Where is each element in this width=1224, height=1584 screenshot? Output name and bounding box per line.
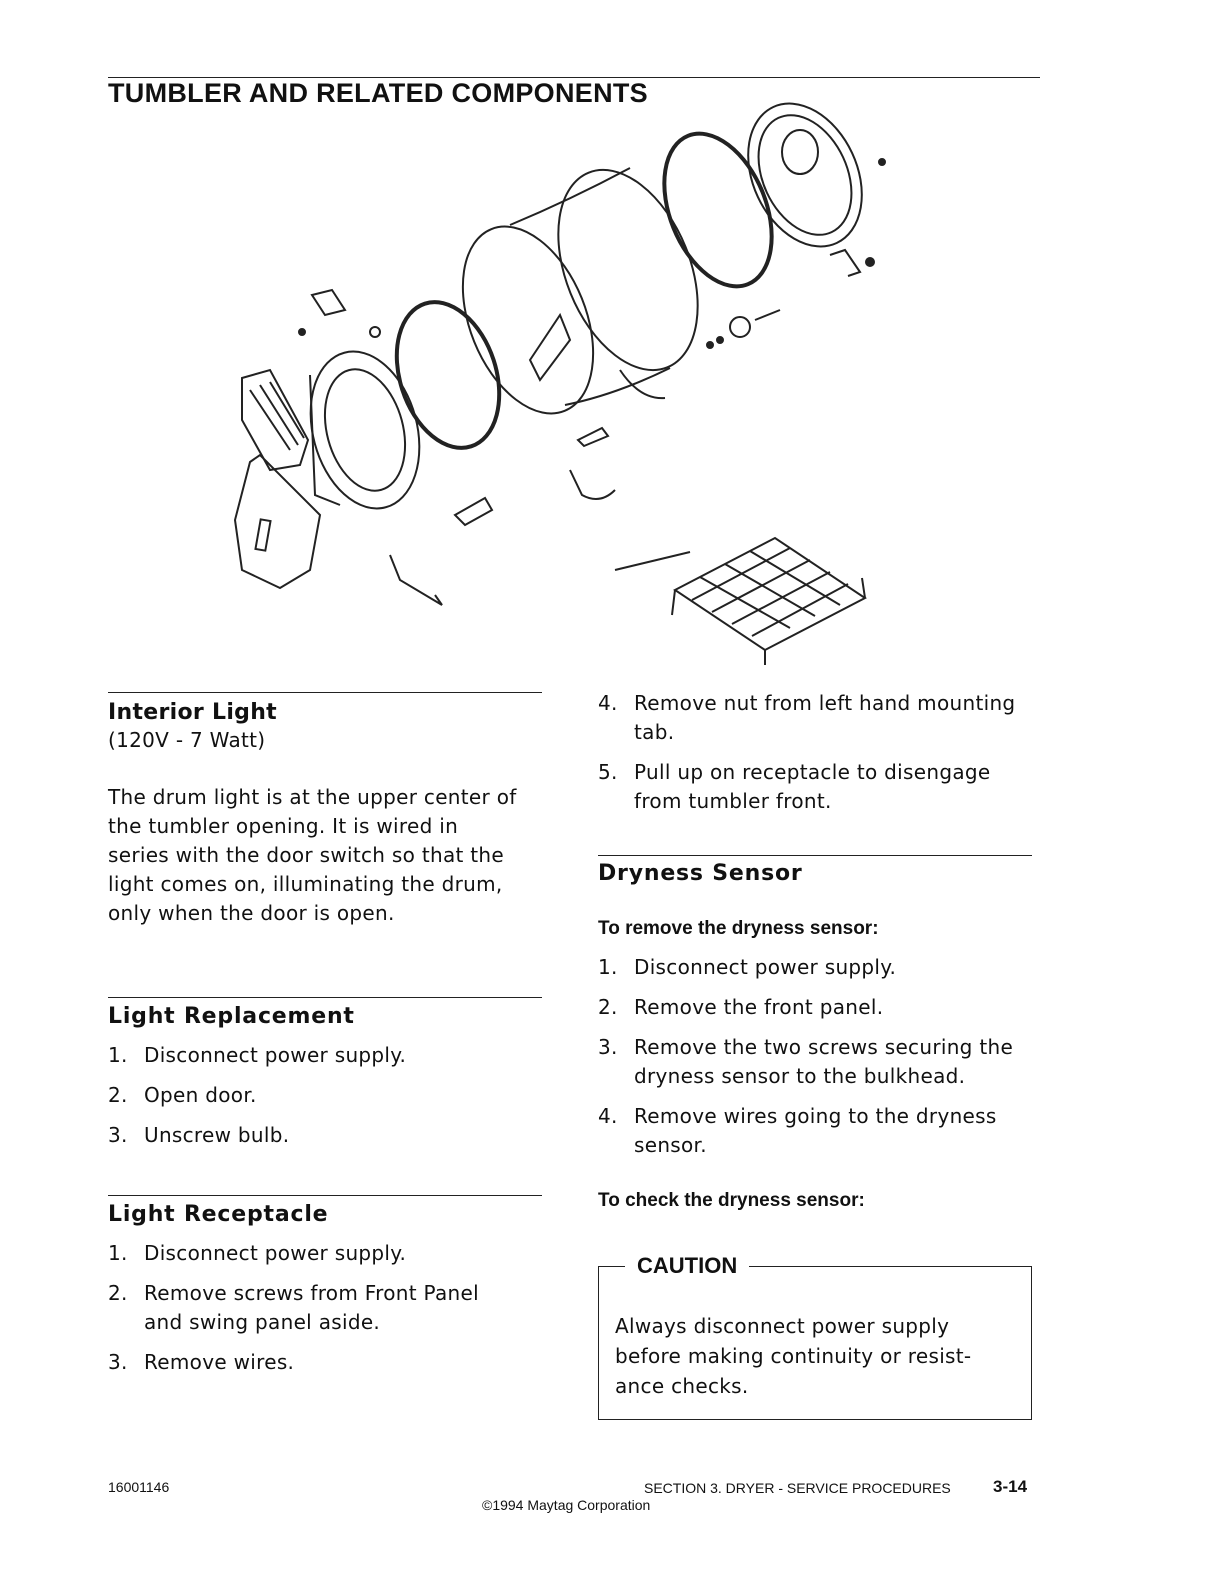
doc-number: 16001146 bbox=[108, 1479, 170, 1495]
dryness-sensor-rule bbox=[598, 855, 1032, 856]
light-replacement-steps bbox=[108, 1041, 548, 1150]
body-line: The drum light is at the upper center of bbox=[108, 785, 517, 809]
list-item: 4. Remove nut from left hand mounting tab. bbox=[598, 691, 1016, 744]
interior-light-body bbox=[108, 783, 548, 928]
list-item: 1. Disconnect power supply. bbox=[108, 1241, 407, 1265]
tumbler-exploded-diagram bbox=[220, 100, 920, 680]
list-item: 3. Remove the two screws securing the dryness sensor to the bulkhead. bbox=[598, 1035, 1014, 1088]
front-bulkhead bbox=[294, 339, 436, 520]
remove-sensor-heading: To remove the dryness sensor: bbox=[598, 918, 879, 939]
light-replacement-section bbox=[108, 1004, 548, 1150]
front-seal bbox=[379, 289, 517, 461]
axle-rod bbox=[615, 552, 690, 570]
page-number: 3-14 bbox=[993, 1477, 1028, 1496]
light-receptacle-continued bbox=[598, 689, 1038, 816]
light-receptacle-steps bbox=[108, 1239, 528, 1377]
light-receptacle-section bbox=[108, 1202, 528, 1377]
interior-light-rule bbox=[108, 692, 542, 693]
page-title: TUMBLER AND RELATED COMPONENTS bbox=[108, 78, 648, 108]
interior-light-heading: Interior Light bbox=[108, 700, 277, 725]
caution-text: Always disconnect power supply before making continuity or resist-ance checks. bbox=[615, 1314, 972, 1398]
roller-assembly bbox=[707, 310, 780, 348]
rear-bulkhead bbox=[726, 100, 885, 276]
list-item: 2. Remove screws from Front Panel and swing panel aside. bbox=[108, 1281, 479, 1334]
section-label: SECTION 3. DRYER - SERVICE PROCEDURES bbox=[644, 1480, 951, 1496]
light-replacement-rule bbox=[108, 997, 542, 998]
sensor-bar bbox=[390, 555, 442, 605]
drying-rack bbox=[672, 538, 865, 665]
list-item: 3. Remove wires. bbox=[108, 1350, 295, 1374]
list-item: 2. Open door. bbox=[108, 1083, 257, 1107]
body-line: the tumbler opening. It is wired in bbox=[108, 814, 459, 838]
body-line: only when the door is open. bbox=[108, 901, 395, 925]
list-item: 4. Remove wires going to the dryness sensor. bbox=[598, 1104, 997, 1157]
lint-duct bbox=[235, 455, 320, 588]
bracket-part bbox=[312, 290, 345, 315]
light-replacement-heading: Light Replacement bbox=[108, 1004, 355, 1029]
caution-label: CAUTION bbox=[625, 1253, 749, 1279]
clip-part bbox=[578, 428, 608, 446]
interior-light-section bbox=[108, 700, 548, 928]
light-receptacle-rule bbox=[108, 1195, 542, 1196]
remove-sensor-steps bbox=[598, 953, 1038, 1160]
list-item: 2. Remove the front panel. bbox=[598, 995, 884, 1019]
copyright: ©1994 Maytag Corporation bbox=[482, 1497, 651, 1513]
list-item: 1. Disconnect power supply. bbox=[598, 955, 897, 979]
check-sensor-heading: To check the dryness sensor: bbox=[598, 1190, 865, 1211]
tumbler-drum bbox=[438, 149, 725, 432]
dryness-sensor-heading: Dryness Sensor bbox=[598, 861, 803, 886]
caution-box bbox=[598, 1253, 1032, 1420]
door-strike bbox=[455, 498, 492, 525]
list-item: 5. Pull up on receptacle to disengage from tumbler front. bbox=[598, 760, 991, 813]
interior-light-spec: (120V - 7 Watt) bbox=[108, 728, 266, 752]
dryness-sensor-section bbox=[598, 861, 1038, 1212]
body-line: series with the door switch so that the bbox=[108, 843, 505, 867]
light-receptacle-heading: Light Receptacle bbox=[108, 1202, 329, 1227]
sensor-wire bbox=[570, 470, 615, 499]
list-item: 1. Disconnect power supply. bbox=[108, 1043, 407, 1067]
body-line: light comes on, illuminating the drum, bbox=[108, 872, 503, 896]
list-item: 3. Unscrew bulb. bbox=[108, 1123, 290, 1147]
lint-grille bbox=[242, 370, 308, 470]
